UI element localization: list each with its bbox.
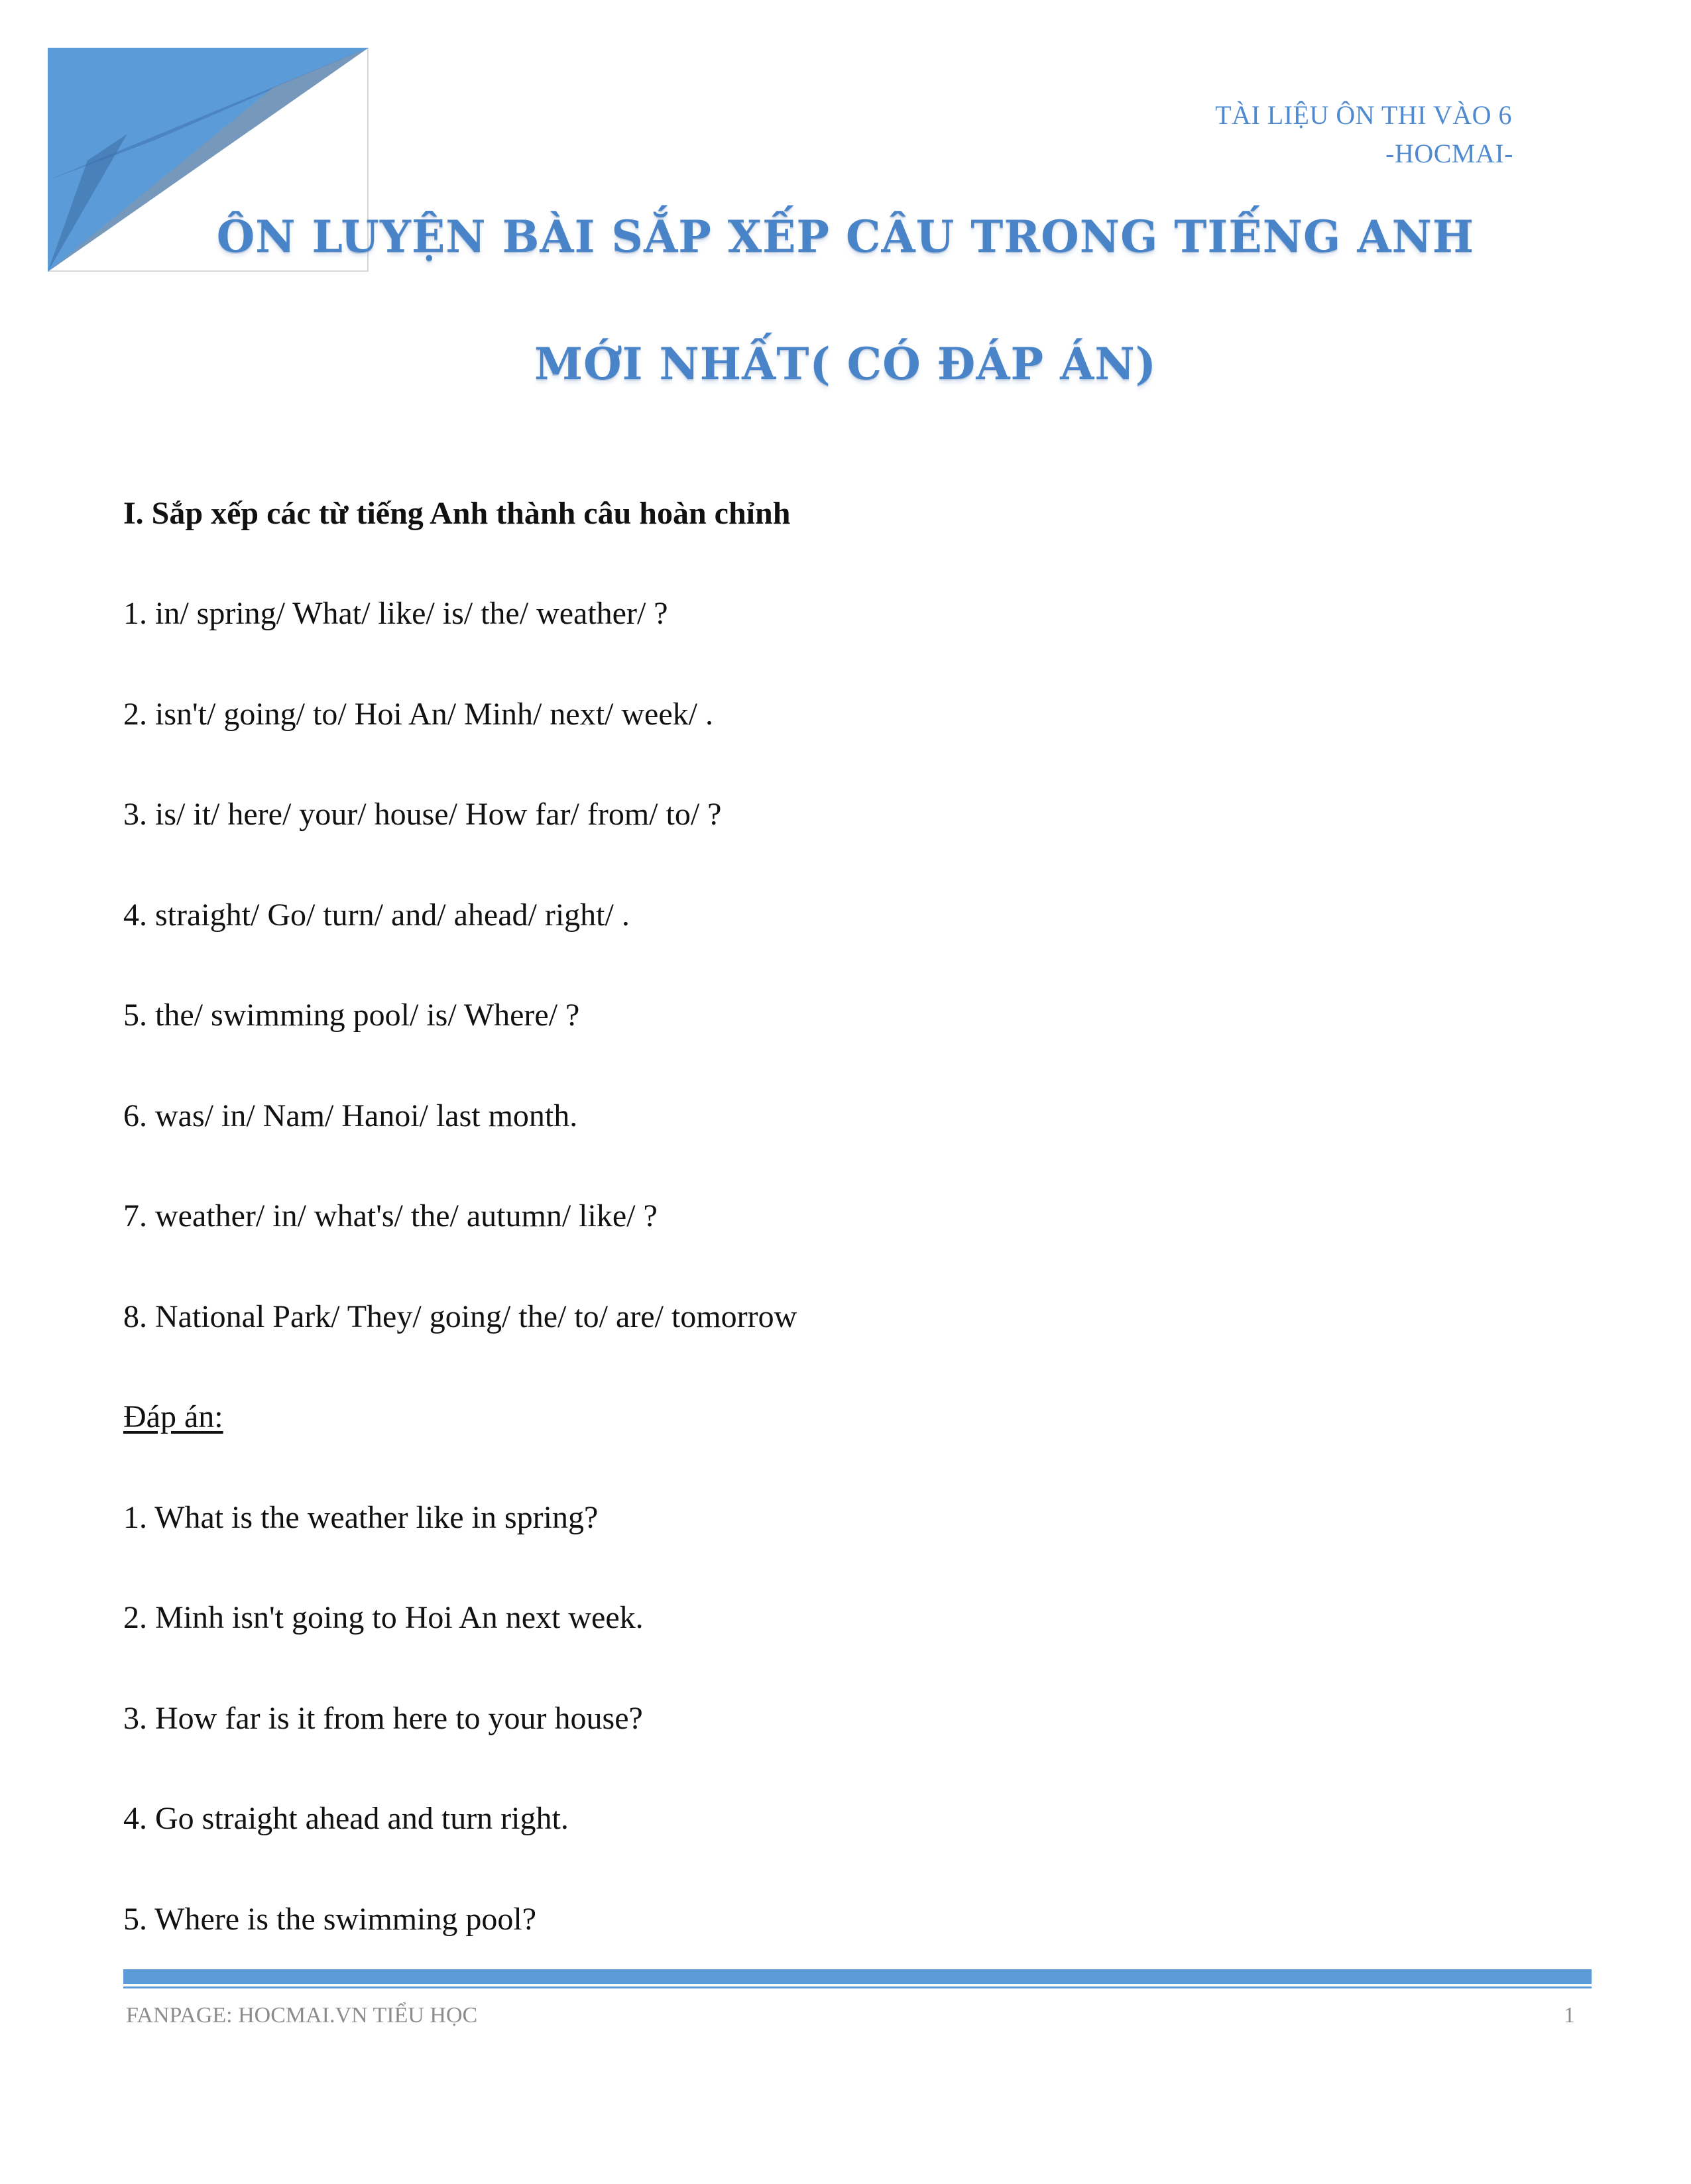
answer-item: 5. Where is the swimming pool? — [123, 1901, 537, 1937]
header-title: TÀI LIỆU ÔN THI VÀO 6 — [1215, 100, 1512, 130]
document-body — [123, 494, 1582, 2000]
answer-item: 1. What is the weather like in spring? — [123, 1499, 599, 1535]
question-item: 5. the/ swimming pool/ is/ Where/ ? — [123, 998, 580, 1033]
page-number: 1 — [1564, 2003, 1575, 2028]
section-heading: I. Sắp xếp các từ tiếng Anh thành câu hoàn chỉnh — [123, 496, 791, 531]
question-item: 7. weather/ in/ what's/ the/ autumn/ like/ ? — [123, 1198, 658, 1234]
footer-divider — [123, 1969, 1592, 1984]
page-title-line-2: MỚI NHẤT( CÓ ĐÁP ÁN) — [534, 338, 1157, 390]
question-item: 3. is/ it/ here/ your/ house/ How far/ from/ to/ ? — [123, 797, 722, 832]
footer-divider-thin — [123, 1986, 1592, 1988]
question-item: 6. was/ in/ Nam/ Hanoi/ last month. — [123, 1098, 578, 1133]
page-title: ÔN LUYỆN BÀI SẮP XẾP CÂU TRONG TIẾNG ANH — [216, 211, 1475, 262]
question-item: 8. National Park/ They/ going/ the/ to/ are/ tomorrow — [123, 1298, 797, 1334]
answer-item: 4. Go straight ahead and turn right. — [123, 1801, 569, 1836]
answer-heading — [123, 1397, 1582, 1498]
question-item: 1. in/ spring/ What/ like/ is/ the/ weather/ ? — [123, 596, 668, 631]
header-subtitle: -HOCMAI- — [1385, 139, 1513, 168]
question-item: 2. isn't/ going/ to/ Hoi An/ Minh/ next/ week/ . — [123, 696, 713, 732]
answer-label: Đáp án: — [123, 1399, 223, 1434]
question-item: 4. straight/ Go/ turn/ and/ ahead/ right/ . — [123, 897, 630, 933]
footer-fanpage: FANPAGE: HOCMAI.VN TIỂU HỌC — [126, 2003, 478, 2028]
answer-item: 2. Minh isn't going to Hoi An next week. — [123, 1600, 644, 1635]
answer-item: 3. How far is it from here to your house? — [123, 1700, 643, 1736]
